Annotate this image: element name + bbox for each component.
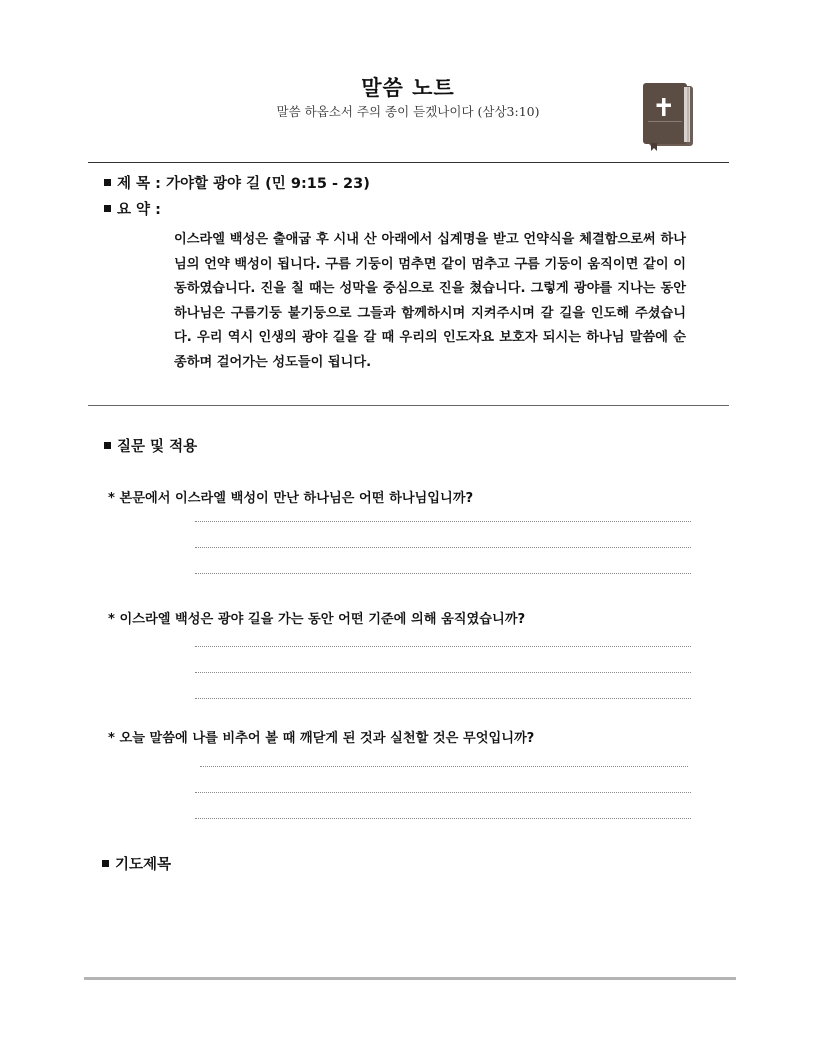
page-title: 말씀 노트 (361, 76, 455, 100)
page-subtitle: 말씀 하옵소서 주의 종이 듣겠나이다 (삼상3:10) (276, 104, 540, 119)
subject-row (104, 172, 370, 193)
section-divider (88, 405, 729, 406)
square-bullet-icon (104, 179, 111, 186)
application-heading-text: 질문 및 적용 (117, 439, 198, 455)
subject-label: 제 목 : (117, 176, 161, 192)
square-bullet-icon (102, 860, 109, 867)
subject-value: 가야할 광야 길 (민 9:15 - 23) (165, 176, 370, 192)
answer-line[interactable] (195, 818, 691, 819)
question-1: * 본문에서 이스라엘 백성이 만난 하나님은 어떤 하나님입니까? (108, 491, 474, 506)
footer-divider (84, 977, 736, 980)
answer-line[interactable] (200, 766, 688, 767)
answer-line[interactable] (195, 698, 691, 699)
summary-text: 이스라엘 백성은 출애굽 후 시내 산 아래에서 십계명을 받고 언약식을 체결함으로써 하나님의 언약 백성이 됩니다. 구름 기둥이 멈추면 같이 멈추고 구름 기둥이 움직이면 같이 이동하였습니다. 진을 칠 때는 성막을 중심으로 진을 쳤습니다. 그렇게 광야를 지나는 동안 하나님은 구름기둥 불기둥으로 그들과 함께하시며 지켜주시며 갈 길을 인도해 주셨습니다. 우리 역시 인생의 광야 길을 갈 때 우리의 인도자요 보호자 되시는 하나님 말씀에 순종하며 걸어가는 성도들이 됩니다. (174, 232, 686, 370)
application-heading (104, 435, 197, 456)
square-bullet-icon (104, 205, 111, 212)
header-divider (88, 162, 729, 163)
answer-line[interactable] (195, 646, 691, 647)
answer-line[interactable] (195, 521, 691, 522)
summary-label: 요 약 : (117, 202, 161, 218)
question-2: * 이스라엘 백성은 광야 길을 가는 동안 어떤 기준에 의해 움직였습니까? (108, 612, 526, 627)
square-bullet-icon (104, 442, 111, 449)
answer-line[interactable] (195, 792, 691, 793)
answer-line[interactable] (195, 547, 691, 548)
summary-row (104, 198, 161, 219)
answer-line[interactable] (195, 672, 691, 673)
question-3: * 오늘 말씀에 나를 비추어 볼 때 깨닫게 된 것과 실천할 것은 무엇입니까? (108, 731, 535, 746)
answer-line[interactable] (195, 573, 691, 574)
bible-icon (640, 80, 696, 152)
prayer-heading (102, 853, 171, 874)
prayer-heading-text: 기도제목 (115, 857, 172, 873)
